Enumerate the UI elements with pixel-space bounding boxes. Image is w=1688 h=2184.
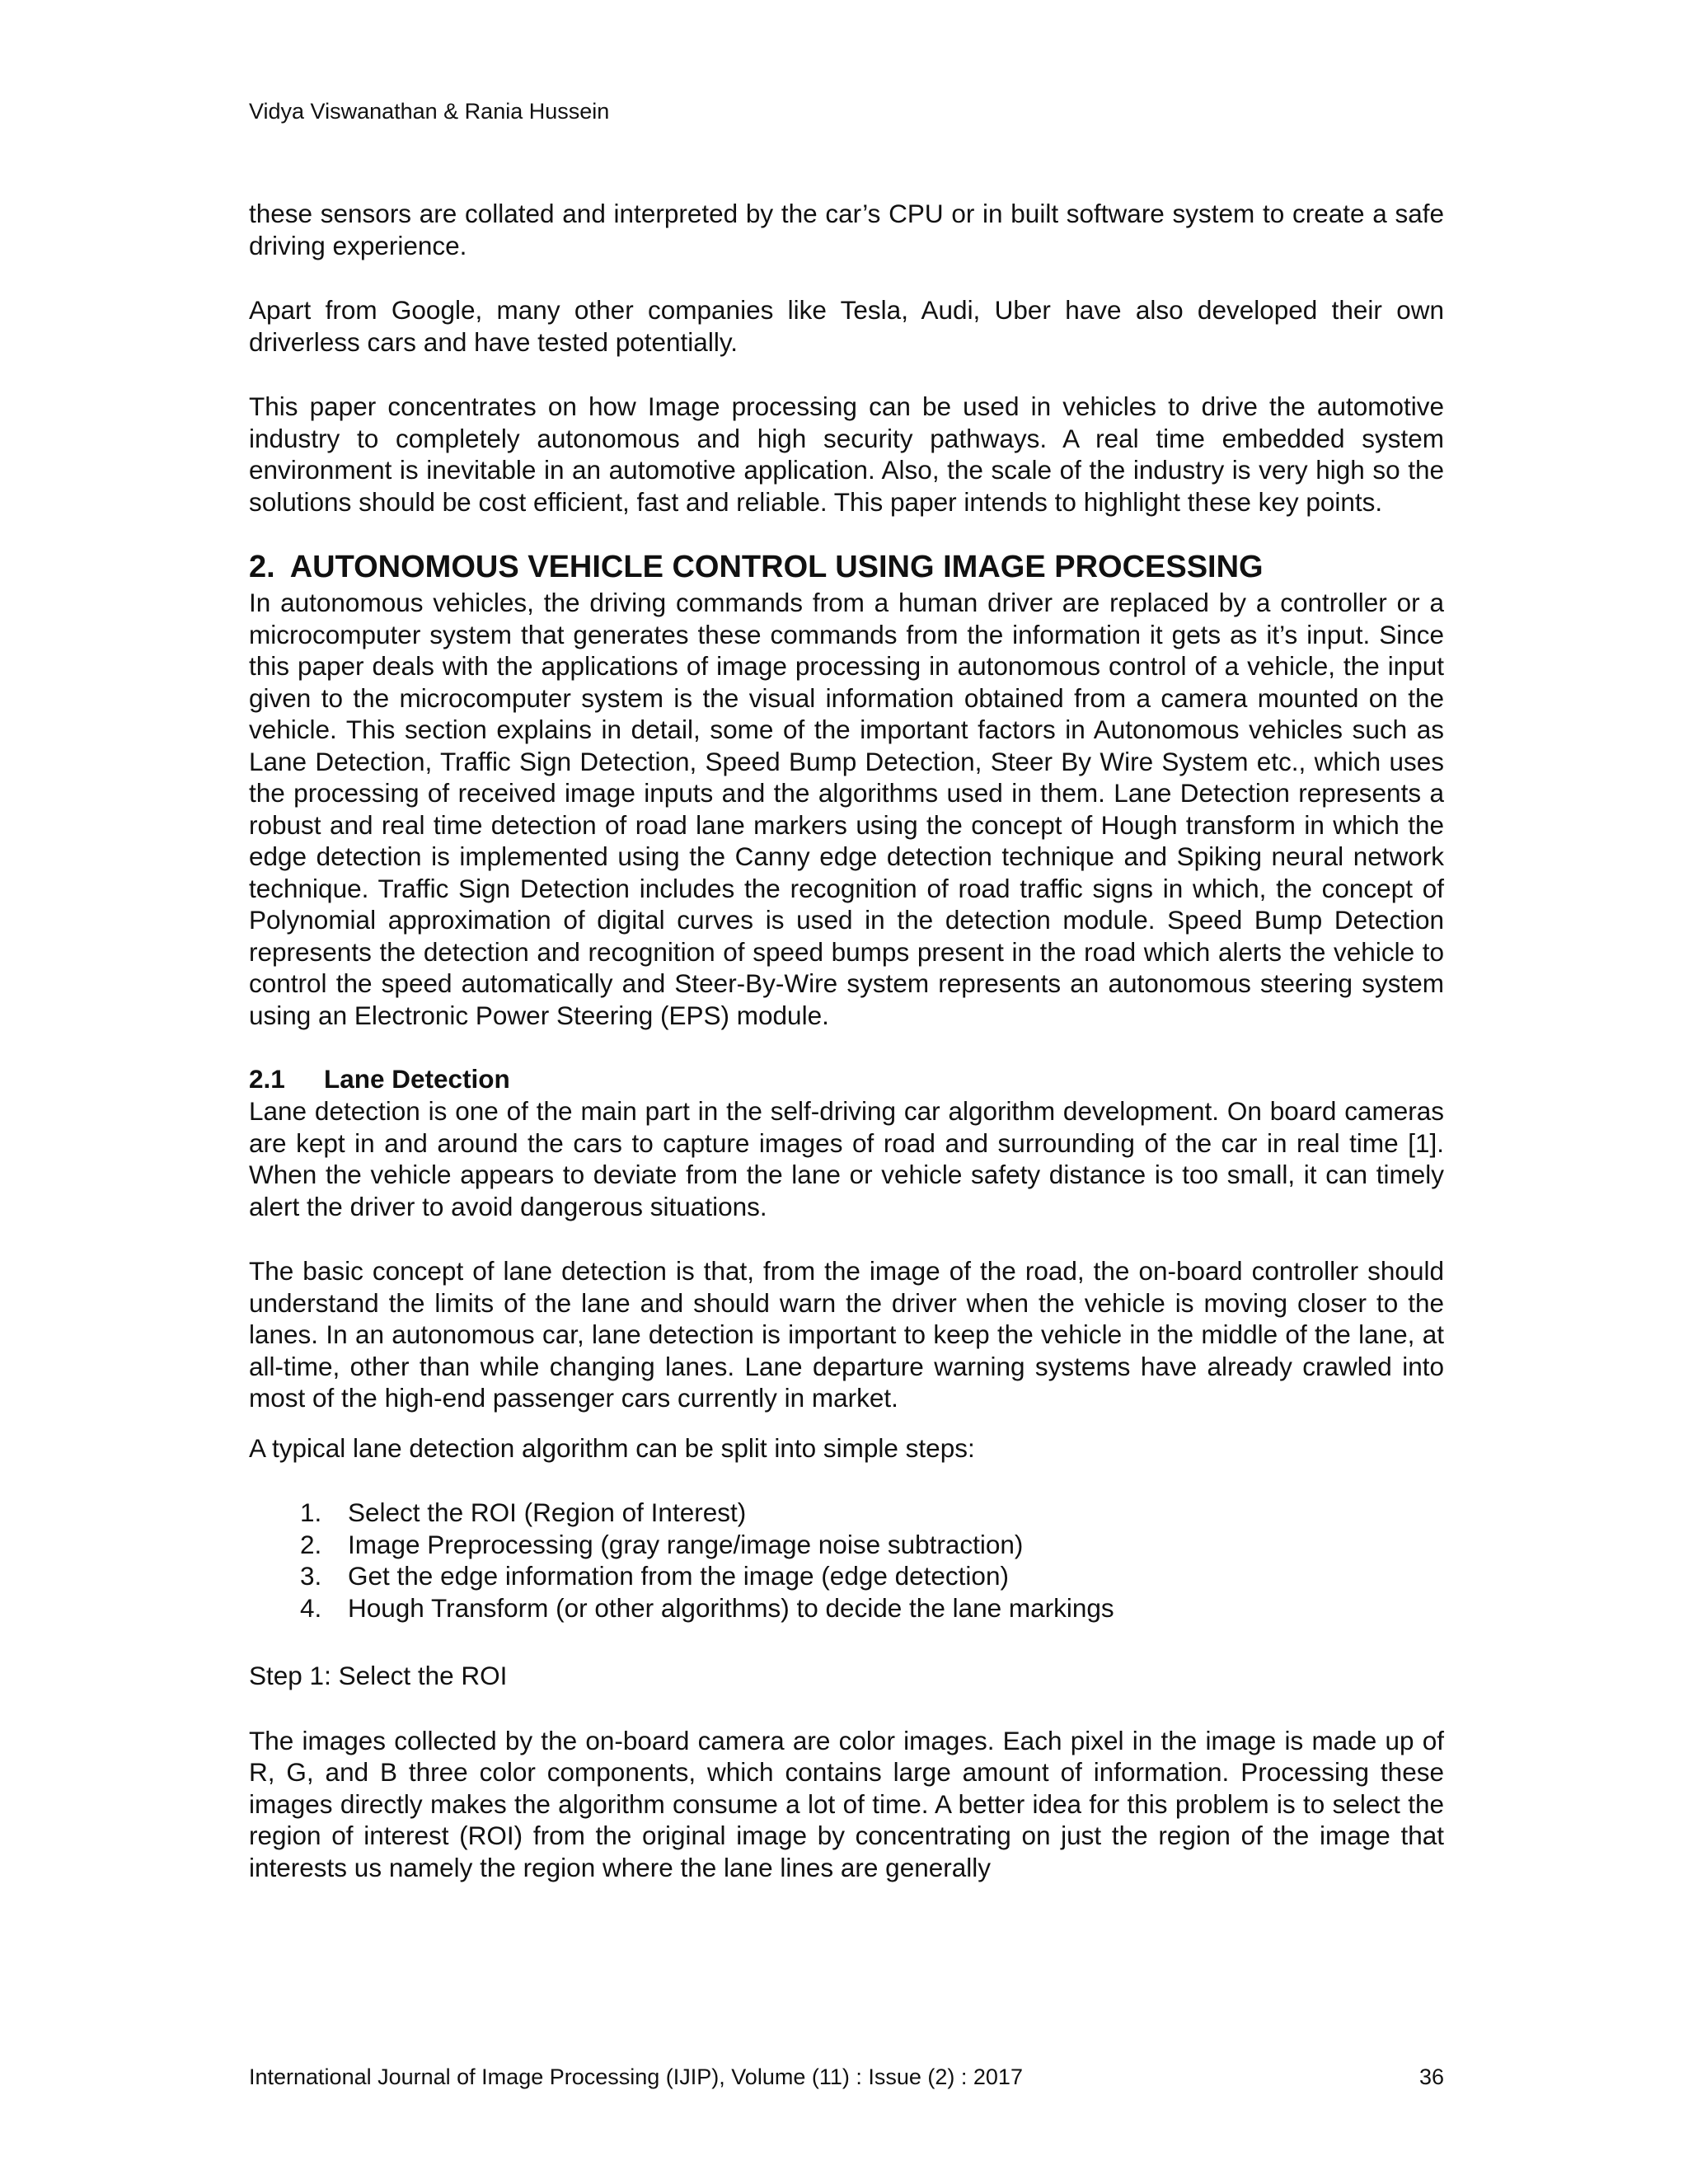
list-item <box>300 1560 1444 1592</box>
step-text: Hough Transform (or other algorithms) to decide the lane markings <box>348 1592 1114 1623</box>
step-text: Select the ROI (Region of Interest) <box>348 1497 747 1527</box>
step-1-paragraph: The images collected by the on-board camera are color images. Each pixel in the image is made up of R, G, and B three color components, which contains large amount of information. Processing these images directly makes the algorithm consume a lot of time. A better idea for this problem is to select the region of interest (ROI) from the original image by concentrating on just the region of the image that interests us namely the region where the lane lines are generally <box>249 1725 1444 1882</box>
lane-detection-paragraph-3: A typical lane detection algorithm can be split into simple steps: <box>249 1432 975 1463</box>
section-2-1-heading <box>249 1062 1444 1095</box>
step-number: 4. <box>300 1592 322 1623</box>
intro-paragraph-1: these sensors are collated and interpreted by the car’s CPU or in built software system to create a safe driving experience. <box>249 199 1444 260</box>
section-2-1-title: Lane Detection <box>324 1064 510 1094</box>
section-2-title: AUTONOMOUS VEHICLE CONTROL USING IMAGE PROCESSING <box>289 550 1264 584</box>
step-text: Get the edge information from the image (edge detection) <box>348 1561 1009 1591</box>
lane-detection-paragraph-2: The basic concept of lane detection is that, from the image of the road, the on-board controller should understand the limits of the lane and should warn the driver when the vehicle is moving closer to the lanes. In an autonomous car, lane detection is important to keep the vehicle in the middle of the lane, at all-time, other than while changing lanes. Lane departure warning systems have already crawled into most of the high-end passenger cars currently in market. <box>249 1256 1444 1413</box>
list-item <box>300 1497 1444 1529</box>
section-2-number: 2. <box>249 550 275 584</box>
page-number: 36 <box>1418 2064 1444 2089</box>
algorithm-steps-list <box>249 1497 1444 1624</box>
page-footer <box>249 2063 1444 2091</box>
step-number: 3. <box>300 1561 322 1591</box>
section-2-1-number: 2.1 <box>249 1064 285 1094</box>
step-1-label: Step 1: Select the ROI <box>249 1661 508 1690</box>
list-item <box>300 1592 1444 1624</box>
step-text: Image Preprocessing (gray range/image noise subtraction) <box>348 1529 1024 1559</box>
step-number: 1. <box>300 1497 322 1527</box>
step-number: 2. <box>300 1529 322 1559</box>
section-2-paragraph: In autonomous vehicles, the driving commands from a human driver are replaced by a controller or a microcomputer system that generates these commands from the information it gets as it’s input. Since this paper deals with the applications of image processing in autonomous control of a vehicle, the input given to the microcomputer system is the visual information obtained from a camera mounted on the vehicle. This section explains in detail, some of the important factors in Autonomous vehicles such as Lane Detection, Traffic Sign Detection, Speed Bump Detection, Steer By Wire System etc., which uses the processing of received image inputs and the algorithms used in them. Lane Detection represents a robust and real time detection of road lane markers using the concept of Hough transform in which the edge detection is implemented using the Canny edge detection technique and Spiking neural network technique. Traffic Sign Detection includes the recognition of road traffic signs in which, the concept of Polynomial approximation of digital curves is used in the detection module. Speed Bump Detection represents the detection and recognition of speed bumps present in the road which alerts the vehicle to control the speed automatically and Steer-By-Wire system represents an autonomous steering system using an Electronic Power Steering (EPS) module. <box>249 588 1444 1030</box>
lane-detection-paragraph-1: Lane detection is one of the main part in the self-driving car algorithm development. On board cameras are kept in and around the cars to capture images of road and surrounding of the car in real time [1]. When the vehicle appears to deviate from the lane or vehicle safety distance is too small, it can timely alert the driver to avoid dangerous situations. <box>249 1096 1444 1221</box>
page-body <box>249 198 1444 1883</box>
section-2-heading <box>249 547 1444 587</box>
intro-paragraph-3: This paper concentrates on how Image processing can be used in vehicles to drive the automotive industry to completely autonomous and high security pathways. A real time embedded system environment is inevitable in an automotive application. Also, the scale of the industry is very high so the solutions should be cost efficient, fast and reliable. This paper intends to highlight these key points. <box>249 391 1444 517</box>
intro-paragraph-2: Apart from Google, many other companies like Tesla, Audi, Uber have also developed their own driverless cars and have tested potentially. <box>249 295 1444 357</box>
running-header-authors: Vidya Viswanathan & Rania Hussein <box>249 99 610 124</box>
footer-journal-citation: International Journal of Image Processing (IJIP), Volume (11) : Issue (2) : 2017 <box>249 2064 1023 2089</box>
list-item <box>300 1529 1444 1561</box>
